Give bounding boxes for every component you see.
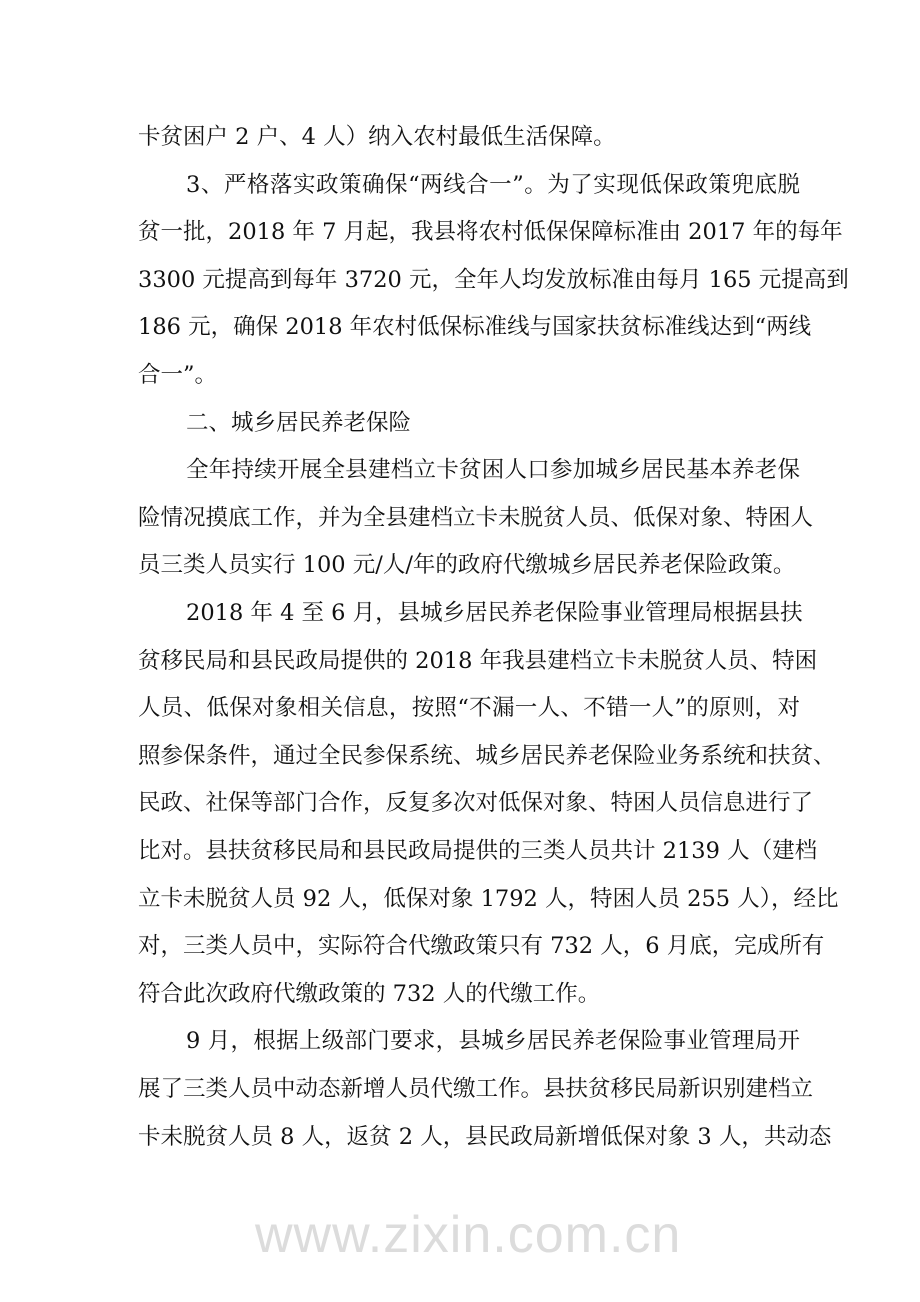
- text-line: 二、城乡居民养老保险: [186, 409, 412, 436]
- text-line: 全年持续开展全县建档立卡贫困人口参加城乡居民基本养老保: [186, 457, 800, 484]
- text-line: 3300 元提高到每年 3720 元，全年人均发放标准由每月 165 元提高到: [138, 266, 849, 293]
- text-line: 员三类人员实行 100 元/人/年的政府代缴城乡居民养老保险政策。: [138, 552, 796, 579]
- text-line: 贫移民局和县民政局提供的 2018 年我县建档立卡未脱贫人员、特困: [138, 647, 818, 674]
- watermark: www.zixin.com.cn: [255, 1206, 682, 1264]
- text-line: 立卡未脱贫人员 92 人，低保对象 1792 人，特困人员 255 人），经比: [138, 885, 839, 912]
- text-line: 人员、低保对象相关信息，按照“不漏一人、不错一人”的原则，对: [138, 695, 800, 722]
- text-line: 卡未脱贫人员 8 人，返贫 2 人，县民政局新增低保对象 3 人，共动态: [138, 1123, 832, 1150]
- text-line: 符合此次政府代缴政策的 732 人的代缴工作。: [138, 980, 601, 1007]
- text-line: 民政、社保等部门合作，反复多次对低保对象、特困人员信息进行了: [138, 790, 814, 817]
- text-line: 险情况摸底工作，并为全县建档立卡未脱贫人员、低保对象、特困人: [138, 504, 814, 531]
- text-line: 2018 年 4 至 6 月，县城乡居民养老保险事业管理局根据县扶: [186, 600, 803, 626]
- text-line: 卡贫困户 2 户、4 人）纳入农村最低生活保障。: [138, 124, 616, 150]
- text-line: 3、严格落实政策确保“两线合一”。为了实现低保政策兜底脱: [186, 171, 800, 198]
- text-line: 合一”。: [138, 362, 218, 388]
- text-line: 9 月，根据上级部门要求，县城乡居民养老保险事业管理局开: [186, 1028, 800, 1055]
- text-line: 展了三类人员中动态新增人员代缴工作。县扶贫移民局新识别建档立: [138, 1076, 814, 1102]
- text-line: 照参保条件，通过全民参保系统、城乡居民养老保险业务系统和扶贫、: [138, 742, 836, 769]
- text-line: 贫一批，2018 年 7 月起，我县将农村低保保障标准由 2017 年的每年: [138, 219, 843, 246]
- text-line: 186 元，确保 2018 年农村低保标准线与国家扶贫标准线达到“两线: [138, 314, 812, 341]
- text-line: 对，三类人员中，实际符合代缴政策只有 732 人，6 月底，完成所有: [138, 933, 825, 960]
- text-line: 比对。县扶贫移民局和县民政局提供的三类人员共计 2139 人（建档: [138, 838, 818, 864]
